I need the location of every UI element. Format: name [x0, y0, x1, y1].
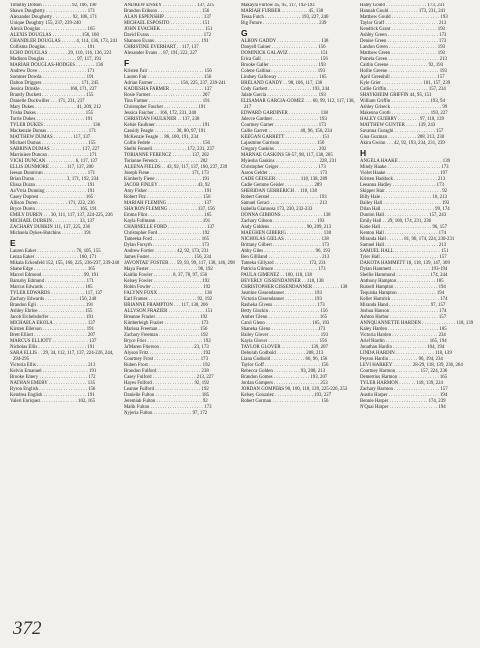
index-entry: Rasheka Givens . . . . . . . . . . . . . . . . . . 173 [241, 303, 325, 308]
index-entry: Alexis Douglas . . . . . . . . . . . . . . . . . . . 165 [10, 27, 95, 32]
index-entry: Courtney Garner . . . . . . . . . . . . . . . . . . 173 [241, 123, 327, 128]
index-entry: LINDA HARDIN . . . . . . . . . . . . . . . . 118, 139 [360, 351, 452, 356]
index-entry: Austin Harper . . . . . . . . . . . . . . . . . . . . . 194 [360, 393, 448, 398]
index-entry: ANNQUANNETTE HARDEN . . . . . . . . . . . . . . 118, 139 [360, 321, 474, 326]
index-entry: Marcel Edmond . . . . . . . . . . . . . . . . . 99, 191 [10, 273, 99, 278]
index-entry: Ruben Frost . . . . . . . . . . . . . . . . . . . . . . 192 [124, 363, 210, 368]
index-entry: Miranda Hall . . . . . . . 81, 96, 174, 224, 230-231 [360, 237, 455, 242]
index-entry: KEEGAN GARRETT . . . . . . . . . . . . . . . 151 [241, 135, 330, 140]
index-entry: Adrian Farmer . . . . . . . . . . . 156, 225, 237, 239-241 [124, 81, 226, 86]
index-entry: ECHO DOUGLAS . . . . . . . . 29, 110, 116, 136, 223 [10, 51, 112, 56]
index-entry: Deborah Godbold . . . . . . . . . . . . 208, 213 [241, 351, 324, 356]
index-entry: Makayla Furlow 45, 95, 117, 192-193 [241, 3, 315, 8]
index-entry: Hollie Greene . . . . . . . . . . . . . . . . . . . . . 193 [360, 69, 447, 74]
index-entry: Myiesha Gaskins . . . . . . . . . . . . . . . . . . 228, 231 [241, 159, 337, 164]
index-entry: Landon Green . . . . . . . . . . . . . . . . . . . . 193 [360, 45, 446, 50]
index-entry: DONNA GIBBONS . . . . . . . . . . . . . . . . . 138 [241, 213, 331, 218]
index-entry: TORIANNE FERENCZ . . . . . . . . 137, 202 [124, 153, 209, 158]
index-entry: KADIESHA FARMER . . . . . . . . . . . . . . 137 [124, 87, 212, 92]
index-entry: Malik Fulton . . . . . . . . . . . . . . . . . . . . . . 173 [124, 405, 212, 410]
index-entry: James Foster . . . . . . . . . . . . . . . . . . 156, 234 [124, 255, 212, 260]
index-entry: CHRISTINE EVERHART . . 117, 137 [124, 45, 199, 50]
index-entry: Michaela Dykes-Hutchins . . . . . . . . . 191 [10, 231, 92, 236]
index-entry: Kelvin Emanuel . . . . . . . . . . . . . . . . . . . 191 [10, 369, 97, 374]
index-entry: ALAN ESPENSHIP . . . . . . . . . . . . . . . . 137 [124, 15, 212, 20]
index-entry: Joseph Fiene . . . . . . . . . . . . . . . . . 171, 173 [124, 171, 209, 176]
index-entry: Matthew Green . . . . . . . . . . . . . . . . . . . 193 [360, 51, 446, 56]
index-entry: Dunton Hall . . . . . . . . . . . . . . . . . . 157, 243 [360, 213, 447, 218]
index-entry: Emma Flint . . . . . . . . . . . . . . . . . . . . . . . 165 [124, 213, 212, 218]
index-entry: Brandon Egli . . . . . . . . . . . . . . . . . . . . 191 [10, 303, 94, 308]
index-entry: Demetrius Harmon . . . . . . . . . . . . . . . . . 165 [360, 375, 448, 380]
index-entry: MATTHEW GUNTER . . . . . 139, 243 [360, 123, 436, 128]
index-entry: Dalton Driggers . . . . . . . . . . . . . . . . 171, 245 [10, 81, 99, 86]
index-entry: DAKOTA HAMMETT 18, 118, 139, 147, 309 [360, 261, 450, 266]
index-entry: Anthony Hampton . . . . . . . . . . . . . . . . 185 [360, 279, 444, 284]
index-entry: Tameeka Ford . . . . . . . . . . . . . . . . . . . . 165 [124, 237, 209, 242]
index-entry: Brian Duran . . . . . . . . . . . . . 3, 171, 192, 234 [10, 177, 99, 182]
index-entry: Brandon Gomes . . . . . . . . . . . . . . . 193, 207 [241, 375, 328, 380]
index-entry: Jasmine Gissendanner . . . . . . . . . . . . 193 [241, 291, 322, 296]
index-entry: Rosie Farmer . . . . . . . . . . . . . . . . . . . . . 207 [124, 93, 210, 98]
index-entry: Jeremiah Fulton . . . . . . . . . . . . . . . . . . . 92 [124, 399, 208, 404]
index-entry: Ja'Maren Frierson . . . . . . . . . . . . . . 23, 173 [124, 345, 209, 350]
index-entry: Michael Dumas . . . . . . . . . . . . . . . . . . . 155 [10, 141, 96, 146]
index-entry: Ashley Ehrlee . . . . . . . . . . . . . . . . . . . 155 [10, 309, 93, 314]
index-entry: Kenton Hall . . . . . . . . . . . . . . . . . . . . . . 174 [360, 231, 446, 236]
index-entry: Alexander Evans . . 87, 191, 222, 227 [124, 51, 198, 56]
index-entry: Ashley Griseck . . . . . . . . . . . . . . . . . . . . . 99 [360, 105, 448, 110]
index-entry: Zachary Freeman . . . . . . . . . . . . . . . . . 192 [124, 333, 208, 338]
index-entry: Abby Giles . . . . . . . . . . . . . . . . . . . . . 96, 193 [241, 249, 331, 254]
index-entry: Callie Garrett . . . . . . . . . . . . . 40, 96, 156, 234 [241, 129, 332, 134]
index-entry: Shannon Evans . . . . . . . . . . . . . . . . . . . 191 [124, 39, 209, 44]
index-entry: Robert Gerstel . . . . . . . . . . . . . . . . . . . . 193 [241, 195, 327, 200]
index-entry: Hayes Fulford . . . . . . . . . . . . . . . . . 92, 192 [124, 381, 210, 386]
index-entry: Taylor Goff . . . . . . . . . . . . . . . . . . . . . . . 156 [241, 363, 329, 368]
index-entry: Brett Elliott . . . . . . . . . . . . . . . . . . . . . . 207 [10, 333, 96, 338]
index-entry: Savanna Guraghi . . . . . . . . . . . . . . . . . 157 [360, 129, 444, 134]
index-entry: MAEGHEN GIBERIG . . . . . . . . . . . . . . . 138 [241, 231, 331, 236]
index-entry: Skipper Hair . . . . . . . . . . . . . . . . . . . . . . . 92 [360, 189, 448, 194]
index-entry: Kendrick Grant . . . . . . . . . . . . . . . . . . . 193 [360, 27, 446, 32]
index-entry: Isabella Giannosa 173, 230, 232-233 [241, 207, 313, 212]
index-entry: MICHAELA EKOLA . . . . . . . . . . . . . . 137 [10, 321, 96, 326]
index-entry: MATTHEW DUMAS . . . . . . . . 117, 137 [10, 135, 91, 140]
index-entry: Cassidy Feagle . . . . . . . . . 38, 80, 97, 191 [124, 129, 206, 134]
index-entry: Mikala Eckenfeld 152, 155, 160, 225, 236-237, 239-240 [10, 261, 120, 266]
index-entry: Kyle Grier . . . . . . . . . . . . . . . . . 101, 157, 239 [360, 81, 451, 86]
index-entry: Billy Hale . . . . . . . . . . . . . . . . . . . . . 16, 213 [360, 195, 448, 200]
index-entry: EDWARD GARDINER . . . . . . . . . . . . . 138 [241, 111, 328, 116]
index-entry: CHANDLER DOUGLAS . . . . . . 4, 114, 136, 173, 241 [10, 39, 118, 44]
index-entry: MARNAE GASKINS 56-57, 98, 117, 138, 205 [241, 153, 333, 158]
index-entry: ANDREW ENSEY . . . . . . . . . . . . . . 137, 225 [124, 3, 214, 8]
index-entry: CHARNELLE FORD . . . . . . . . . . . . . . . . 137 [124, 225, 215, 230]
index-entry: Brantly Duckett . . . . . . . . . . . . . . . . . . 155 [10, 93, 94, 98]
index-entry: Hannah Gould . . . . . . . . . . . . 173, 231, 241 [360, 9, 446, 14]
index-entry: MARIAH FLEMING . . . . . . . . . . . . . . . 137 [124, 201, 212, 206]
index-entry: Kristen Fair . . . . . . . . . . . . . . . . . . . . . . . 156 [124, 69, 212, 74]
index-entry: Makenna Groth . . . . . . . . . . . . . . . . 193, 227 [360, 111, 448, 116]
index-entry: Jessica Fascher . . 166, 172, 231, 240 [124, 111, 197, 116]
index-entry: Rebecca Golden . . . . . . . . . . . 93, 208, 213 [241, 369, 326, 374]
index-entry: SAMUEL HALL . . . . . . . . . . . . . . . . . . . 151 [360, 249, 449, 254]
index-entry: Bailey Hall . . . . . . . . . . . . . . . . . . . . . . . . 193 [360, 201, 450, 206]
index-entry: Lauren Eaker . . . . . . . . . . . . . . . . 76, 105, 155 [10, 249, 101, 254]
index-entry: Maya Foster . . . . . . . . . . . . . . . . . . . . 96, 192 [124, 267, 213, 272]
index-entry: Dylan Hammett . . . . . . . . . . . . . . . . 193-194 [360, 267, 448, 272]
index-entry: Jordan Gompers . . . . . . . . . . . . . . . . . . . 253 [241, 381, 328, 386]
index-entry: DOMINICK GALAVIZ . . . . . . . . . . . . . 151 [241, 51, 328, 56]
index-entry: Andrew Fortier . . . . . . . . . 42, 92, 173, 231 [124, 249, 209, 254]
index-entry: Ashley Green . . . . . . . . . . . . . . . . . . . . . 173 [360, 33, 447, 38]
index-entry: Bennie Harper . . . . . . . . . . . . . . . . 174, 239 [360, 399, 446, 404]
index-entry: NICHOLAS GIELAS . . . . . . . . . . . . . . . 138 [241, 237, 329, 242]
index-entry: Shellie Hammond . . . . . . . . . . . . . . 174, 244 [360, 273, 448, 278]
index-entry: Samuel Geraci . . . . . . . . . . . . . . . . . . . . 213 [241, 201, 327, 206]
index-entry: Zachary Edwards . . . . . . . . . . . . . . 156, 240 [10, 297, 97, 302]
index-entry: Robert Gorman . . . . . . . . . . . . . . . . . . . . 156 [241, 399, 329, 404]
index-entry: FALYNN FOXX . . . . . . . . . . . . . . . . . . . 136 [124, 291, 212, 296]
index-entry: McKenzie Feagle . . 86, 100, 191, 234 [124, 135, 199, 140]
index-entry: Keller Hamrick . . . . . . . . . . . . . . . . . . . . 174 [360, 297, 448, 302]
index-entry: Sommer Dowda . . . . . . . . . . . . . . . . . . 191 [10, 75, 94, 80]
index-entry: Lauren Fair . . . . . . . . . . . . . . . . . . . . . . . 156 [124, 75, 212, 80]
index-entry: Peyton Hardin . . . . . . . . . . . . 96, 194, 234 [360, 357, 443, 362]
index-entry: LEVI HARKEY . . . . . . . . 28-29, 118, 139, 236, 264 [360, 363, 463, 368]
index-entry: Liana Godbold . . . . . . . . . . . . . . 66, 96, 156 [241, 357, 328, 362]
index-entry: Collisma Douglas . . . . . . . . . . . . . . . . . 191 [10, 45, 95, 50]
index-entry: Bailey Glover . . . . . . . . . . . . . . . . . . . . . 193 [241, 333, 328, 338]
index-entry: Tameka Gillyard . . . . . . . . . . . . . . 173, 231 [241, 261, 326, 266]
index-entry: Ashton Harbor . . . . . . . . . . . . . . . . . . . . 157 [360, 315, 447, 320]
index-entry: Christopher Geiger . . . . . . . . . . . . . . . . 173 [241, 165, 326, 170]
index-entry: Danyell Gainer . . . . . . . . . . . . . . . . . . . 156 [241, 45, 326, 50]
index-entry: Elissa Duran . . . . . . . . . . . . . . . . . . . . . 191 [10, 183, 95, 188]
index-entry: Aaron Gelder . . . . . . . . . . . . . . . . . . . . . 173 [241, 171, 328, 176]
index-entry: JACOB FINLEY . . . . . . . . . . . . . . . . 43, 92 [124, 183, 210, 188]
index-entry: Tequisha Hampton . . . . . . . . . . . . . . . . 194 [360, 291, 445, 296]
index-entry: Amber Glenn . . . . . . . . . . . . . . . . . . . . . 165 [241, 315, 328, 320]
index-entry: Victoria Gissendanner . . . . . . . . . . . . 193 [241, 297, 322, 302]
index-entry: Jonathan Hardin . . . . . . . . . . . . . . 104, 194 [360, 345, 445, 350]
index-entry: Kimberleigh Frazier . . . . . . . . . . . . . . . 173 [124, 321, 209, 326]
index-entry: SARA ELLIS . . 29, 34, 112, 117, 137, 224-226, 244, 294-295 [10, 351, 114, 362]
index-entry: TAYLOR GLOVER . . . . . . . . . . . . 139, 207 [241, 345, 328, 350]
index-entry: Callie Griffin . . . . . . . . . . . . . . . . . 157, 234 [360, 87, 446, 92]
index-entry: Joshua Hanson . . . . . . . . . . . . . . . . . . . . 174 [360, 309, 447, 314]
index-entry: Andy Giddens . . . . . . . . . . . . . . . 90, 209, 213 [241, 225, 332, 230]
index-entry: Amy Fisher . . . . . . . . . . . . . . . . . . . . . . . 191 [124, 189, 212, 194]
index-entry: Marriniere Duncan . . . . . . . . . . . . . . . . . 171 [10, 153, 97, 158]
index-entry: PAULA GIMENEZ . . 100, 118, 138 [241, 273, 312, 278]
index-entry: Leeanna Hadley . . . . . . . . . . . . . . . . . . 173 [360, 183, 444, 188]
index-entry: Danielle Duckwiller . . . 171, 231, 237 [10, 99, 85, 104]
index-entry: Madison Douglas . . . . . . . . . . . . . 97, 117, 191 [10, 57, 102, 62]
index-entry: ALLYSON FRAZIER . . . . . . . . . . . . . . . 151 [124, 309, 213, 314]
index-entry: Torianne Ferencz . . . . . . . . . . . . . . . . . 202 [124, 159, 208, 164]
index-entry: Denise Green . . . . . . . . . . . . . . . . . . . . . 173 [360, 39, 447, 44]
index-entry: BRELAND GANDY . . 90, 106, 117, 138 [241, 81, 323, 86]
index-entry: Gina Guzman . . . . . . . . . . . . 208, 213, 230 [360, 135, 445, 140]
index-entry: Cadie Gemme Geisler . . . . . . . . . . . . 289 [241, 183, 322, 188]
index-entry: Alexander Dougherty . . . . . . . . 92, 106, 171 [10, 15, 98, 20]
index-entry: Jacob Eichelsdorfer . . . . . . . . . . . . . . . 191 [10, 315, 94, 320]
index-entry: Collin Fedele . . . . . . . . . . . . . . . . . . . . . 156 [124, 141, 210, 146]
index-entry: Emily Hall . . 29, 100, 174, 231, 236 [360, 219, 432, 224]
section-letter-heading: G [241, 28, 248, 38]
index-entry: Gregory Gaskins . . . . . . . . . . . . . . . . . . 202 [241, 147, 327, 152]
index-entry: CADE GEISLER . . . . . . . . . . 118, 138, 289 [241, 177, 328, 182]
index-entry: Barnaby Edmund . . . . . . . . . . . . . . . . . 171 [10, 279, 94, 284]
index-entry: Ben Gilliland . . . . . . . . . . . . . . . . . . . . . . 213 [241, 255, 330, 260]
index-entry: Brooke Emery . . . . . . . . . . . . . . . . . . . . 172 [10, 375, 96, 380]
index-entry: MARCUS ELLIOTT . . . . . . . . . . . . . . . 137 [10, 339, 97, 344]
index-entry: Brandon Erikson . . . . . . . . . . . . . . . . . . 156 [124, 9, 210, 14]
index-entry: Tessa Futch . . . . . . . . . . . . . . . 193, 227, 240 [241, 15, 329, 20]
index-entry: Shelbi Fennell . . . . . . . . . . . . . . 172, 231, 237 [124, 147, 215, 152]
index-entry: Brittany Gilbert . . . . . . . . . . . . . . . . . . . . 173 [241, 243, 330, 248]
index-entry: April Greenhill . . . . . . . . . . . . . . . . . . . 157 [360, 75, 445, 80]
index-column-3 [241, 3, 357, 613]
index-entry: Dylan Forsyth . . . . . . . . . . . . . . . . . . . . 173 [124, 243, 210, 248]
index-entry: Jalale Garcia . . . . . . . . . . . . . . . . . . . . . 193 [241, 93, 326, 98]
index-entry: TYLER DUKES . . . . . . . . . . . . . . . . . . . . 136 [10, 123, 101, 128]
index-entry: Alyson Fritz . . . . . . . . . . . . . . . . . . . . . . 192 [124, 351, 211, 356]
index-entry: Kirsten Ellerson . . . . . . . . . . . . . . . . . . 191 [10, 327, 94, 332]
section-letter-heading: H [360, 148, 367, 158]
index-entry: Akira Gwinn . . . 42, 92, 193, 234, 231, 239 [360, 141, 445, 146]
index-entry: Torrie Dukes . . . . . . . . . . . . . . . . . . . . 191 [10, 117, 93, 122]
index-entry: ELLIS DUNMORE . . . . . . . 117, 137, 200 [10, 165, 94, 170]
index-entry: Colene Gallina . . . . . . . . . . . . . . . . . . . 193 [241, 69, 325, 74]
index-entry: Lenza Eaker . . . . . . . . . . . . . . . . . . 160, 171 [10, 255, 97, 260]
index-column-2 [124, 3, 238, 613]
section-letter-heading: E [10, 238, 16, 248]
index-entry: Cody Garbett . . . . . . . . . . . . . . . . . . 193, 244 [241, 87, 330, 92]
index-entry: Bryce Duren . . . . . . . . . . . . . . . . . . 165, 191 [10, 207, 97, 212]
index-entry: ALBON GADDY . . . . . . . . . . . . . . . . . . 138 [241, 39, 329, 44]
index-entry: Earl Frames . . . . . . . . . . . . . . . . . . . . 92, 192 [124, 297, 213, 302]
index-entry: Kayla Glover . . . . . . . . . . . . . . . . . . . . . 156 [241, 339, 327, 344]
index-entry: Tina Farmer . . . . . . . . . . . . . . . . . . . . . . 191 [124, 99, 211, 104]
index-entry: Victoria Harden . . . . . . . . . . . . . . . . . . . 234 [360, 333, 446, 338]
index-entry: EMILY DUREN . . . 30, 111, 117, 137, 224-225, 236 [10, 213, 113, 218]
index-entry: Andrew Dove . . . . . . . . . . . . . . . . . . . . 171 [10, 69, 95, 74]
index-entry: SHA'RON FLEMING . . . . . . . . . . . . 137, 156 [124, 207, 215, 212]
index-entry: JAVONTAE' FOSTER . . . 59, 93, 99, 117, 138, 146, 208 [124, 261, 235, 266]
index-entry: Bryce Frier . . . . . . . . . . . . . . . . . . . . . . . 192 [124, 339, 211, 344]
index-entry: ZACHARY DURKIN 111, 137, 225, 236 [10, 225, 91, 230]
index-entry: VICKI DUNCAN . . . . . . . . . . . . 6, 117, 137 [10, 159, 98, 164]
index-entry: MARIAH FURBER . . . . . . . . . . . 45, 138 [241, 9, 324, 14]
index-entry: Danielle Fulton . . . . . . . . . . . . . . . . . . . 185 [124, 393, 210, 398]
index-entry: Christopher Fascher . . . . . . . . . . . . . . 191 [124, 105, 206, 110]
index-entry: Big Future . . . . . . . . . . . . . . . . . . . . . . . 239 [241, 21, 327, 26]
index-entry: Trisha Dukes . . . . . . . . . . . . . . . . . . . . 155 [10, 111, 94, 116]
index-entry: Mindy Haake . . . . . . . . . . . . . . . . . . . . . . 173 [360, 165, 449, 170]
index-entry: MICHAEL DURKIN . . . . . . . . . . . 33, 137 [10, 219, 95, 224]
index-entry: Lajasmine Garrison . . . . . . . . . . . . . . . 156 [241, 141, 325, 146]
index-entry: Betty Glackin . . . . . . . . . . . . . . . . . . . . . 156 [241, 309, 328, 314]
index-entry: NATHAN EMERY . . . . . . . . . . . . . . . . 135 [10, 381, 95, 386]
page-number: 372 [13, 618, 42, 639]
index-entry: Nicholas Ellis . . . . . . . . . . . . . . . . . . . . 191 [10, 345, 95, 350]
index-entry: Robert Fitz . . . . . . . . . . . . . . . . . . . . . . . 156 [124, 195, 211, 200]
index-entry: Nyjeria Fulton . . . . . . . . . . . . . . . . 97, 172 [124, 411, 208, 416]
index-entry: Kelsie Faulkner . . . . . . . . . . . . . . . . . . . 191 [124, 123, 210, 128]
index-entry: Samuel Hall . . . . . . . . . . . . . . . . . . . . . . 213 [360, 243, 447, 248]
index-entry: Carol Glenn . . . . . . . . . . . . . . . . . . . 165, 193 [241, 321, 330, 326]
index-entry: Mary Dukes . . . . . . . . . . . . . . . . . 41, 209, 212 [10, 105, 101, 110]
index-entry: Miranda Hand . . . . . . . . . . . . . . . . . 97, 157 [360, 303, 446, 308]
index-entry: TYLER HARMON . . . . . . . 118, 139, 224 [360, 381, 443, 386]
index-entry: Victoria Ellis . . . . . . . . . . . . . . . . . . . . . 213 [10, 363, 96, 368]
index-entry: Violet Haake . . . . . . . . . . . . . . . . . . . . . . 197 [360, 171, 448, 176]
index-entry: Erica Gall . . . . . . . . . . . . . . . . . . . . . . . . 156 [241, 57, 328, 62]
index-column-1 [10, 3, 121, 613]
index-entry: Taylor Graff . . . . . . . . . . . . . . . . . . . . . . 213 [360, 21, 447, 26]
index-entry: Katie Hall . . . . . . . . . . . . . . . . . . . . . 96, 157 [360, 225, 448, 230]
index-entry: Allison Duren . . . . . . . . . . . . 171, 222, 236 [10, 201, 95, 206]
index-entry: Byron English . . . . . . . . . . . . . . . . . . . . 156 [10, 387, 96, 392]
index-entry: Courtney Frost . . . . . . . . . . . . . . . . . . . 173 [124, 357, 208, 362]
index-entry: CHRISTIAN FAULKNER . . 137, 238 [124, 117, 200, 122]
index-entry: Leanne Fulford . . . . . . . . . . . . . . . . . . . 192 [124, 387, 209, 392]
index-entry: Ariel Hardin . . . . . . . . . . . . . . . . . . 165, 194 [360, 339, 447, 344]
index-entry: BEVERLY GISSENDANNER . . 118, 138 [241, 279, 324, 284]
index-entry: Robin Fowler . . . . . . . . . . . . . . . . . . . . . 192 [124, 285, 211, 290]
index-entry: Ieesan Dunnivan . . . . . . . . . . . . . . . . . . 171 [10, 171, 96, 176]
index-entry: ALEENA FIELDS . . 43, 92, 117, 137, 160, 237, 239 [124, 165, 228, 170]
index-entry: Kimberly Fiene . . . . . . . . . . . . . . . . . . . 191 [124, 177, 210, 182]
index-entry: MICHAEL ESPOSITO . . . . . . . . . . . . . 151 [124, 21, 210, 26]
index-entry: Christopher Ford . . . . . . . . . . . . . . . . . . 192 [124, 231, 210, 236]
index-entry: JORDAN GOMPERS 90, 100, 118, 139, 225-226, 253 [241, 387, 348, 392]
index-entry: Valeri Enriquez . . . . . . . . . . . . . . . 102, 165 [10, 399, 96, 404]
index-entry: Timothy Dotson . . . . . . . . . . . . 92, 106, 190 [10, 3, 97, 8]
index-entry: Kelsey Fowler . . . . . . . . . . . . . . . . . . . . 192 [124, 279, 210, 284]
index-entry: Breanne Frazier . . . . . . . . . . . . . . . . . . 192 [124, 315, 208, 320]
index-entry: Jalecce Gardner . . . . . . . . . . . . . . . . . . . 193 [241, 117, 327, 122]
index-entry: Haley Gould . . . . . . . . . . . . . . . . . 173, 231 [360, 3, 445, 8]
index-entry: ELISAMAR GARCIA-GOMEZ . . . 60, 99, 112, 117, 138, 217 [241, 99, 355, 110]
index-entry: MARIAH DOUGLAS-HODGES . . . . . . . . 136 [10, 63, 104, 68]
index-entry: Kristen Haddock . . . . . . . . . . . . . . . . . . 213 [360, 177, 446, 182]
index-entry: Kaitlin Fowler . . . . . . . . 8, 37, 78, 97, 156 [124, 273, 208, 278]
index-entry: Casey Fulford . . . . . . . . . . . . . . . . . . 213, 227 [124, 375, 214, 380]
index-entry: Unique Doughtry 155, 237, 239-240 [10, 21, 81, 26]
index-entry: Brooke Galler . . . . . . . . . . . . . . . . . . . . 193 [241, 63, 326, 68]
index-entry: ALEXIS DOUGLAS . . . . . . . . . . . . 156, 160 [10, 33, 99, 38]
index-entry: Marissa Freeman . . . . . . . . . . . . . . . . . 156 [124, 327, 208, 332]
index-entry: Zachary Gibson . . . . . . . . . . . . . . . . . . 193 [241, 219, 325, 224]
index-entry: CHRISTOPHER GISSENDANNER . . . . . . . . . . . 138 [241, 285, 348, 290]
index-entry: Courtney Harmon . . . . . . . . . . 157, 224, 236 [360, 369, 448, 374]
index-entry: Kaley Harden . . . . . . . . . . . . . . . . . . . . . 185 [360, 327, 447, 332]
index-entry: ANGELA HAAKE . . . . . . . . . . . . . . . . . . 139 [360, 159, 451, 164]
index-entry: N'Quai Harper . . . . . . . . . . . . . . . . . . . . 194 [360, 405, 446, 410]
section-letter-heading: F [124, 58, 130, 68]
index-entry: Casey Duprest . . . . . . . . . . . . . . . . . . . 165 [10, 195, 94, 200]
index-entry: Kelsey Gonzalez . . . . . . . . . . . . . . . . 193, 227 [241, 393, 332, 398]
index-entry: Matthew Gould . . . . . . . . . . . . . . . . . . . . 193 [360, 15, 448, 20]
index-page [10, 3, 473, 613]
index-entry: Russell Hampton . . . . . . . . . . . . . . . . . . 194 [360, 285, 446, 290]
index-entry: JOHN EVACHEK . . . . . . . . . . . . . . . . . . 151 [124, 27, 213, 32]
index-entry: Brandon Fulford . . . . . . . . . . . . . . . . . . 238 [124, 369, 209, 374]
index-entry: Zachary Harmon . . . . . . . . . . . . . . . . . . . 157 [360, 387, 448, 392]
index-entry: Patricia Gilmore . . . . . . . . . . . . . . . . . . 173 [241, 267, 326, 272]
index-entry: Kendrea English . . . . . . . . . . . . . . . . . . 191 [10, 393, 95, 398]
index-entry: Jessica Drinkle . . . . . . . . . . . . 160, 171, 237 [10, 87, 97, 92]
index-entry: Lindsey Galloway . . . . . . . . . . . . . . . . . 165 [241, 75, 327, 80]
index-entry: Aa'Vrria Dunning . . . . . . . . . . . . . . . . . 191 [10, 189, 95, 194]
index-entry: SHERIDAN GERBERICH . . 118, 138 [241, 189, 317, 194]
index-entry: Dilan Hall . . . . . . . . . . . . . . . . . . . . . . 99, 174 [360, 207, 450, 212]
index-entry: HALEY GUERRY . . . . . . . . . 97, 118, 139 [360, 117, 445, 122]
index-entry: TYLER EDWARDS . . . . . . . . . . . . . . 117, 137 [10, 291, 103, 296]
index-entry: SHAYKHEIM GRIFFIN 44, 95, 151 [360, 93, 432, 98]
index-entry: David Evans . . . . . . . . . . . . . . . . . . . . . . 172 [124, 33, 211, 38]
index-entry: Shane Edge . . . . . . . . . . . . . . . . . . . . . . 165 [10, 267, 96, 272]
index-entry: Caitlin Greene . . . . . . . . . . . . . . . . 92, 193 [360, 63, 444, 68]
index-entry: Shaneka Glenn . . . . . . . . . . . . . . . . . . . 173 [241, 327, 326, 332]
index-entry: William Griffin . . . . . . . . . . . . . . . . 193, 94 [360, 99, 446, 104]
index-column-4 [360, 3, 474, 613]
index-entry: Shawn Dougherty . . . . . . . . . . . . . . . . . 171 [10, 9, 96, 14]
index-entry: Kayla Follmann . . . . . . . . . . . . . . . . . . . 191 [124, 219, 211, 224]
index-entry: Pamela Green . . . . . . . . . . . . . . . . . . . . . 213 [360, 57, 447, 62]
index-entry: SABRINA DUMAS . . . . . . . . . . . . . 137, 227 [10, 147, 100, 152]
index-entry: Mackenzie Dumas . . . . . . . . . . . . . . . . . 171 [10, 129, 97, 134]
index-entry: Tyler Hall . . . . . . . . . . . . . . . . . . . . . . . . 157 [360, 255, 447, 260]
index-entry: Marcus Edwards . . . . . . . . . . . . . . . . . 165 [10, 285, 93, 290]
index-entry: BRIANNE FRAMPTON . . . 117, 138, 206 [124, 303, 208, 308]
